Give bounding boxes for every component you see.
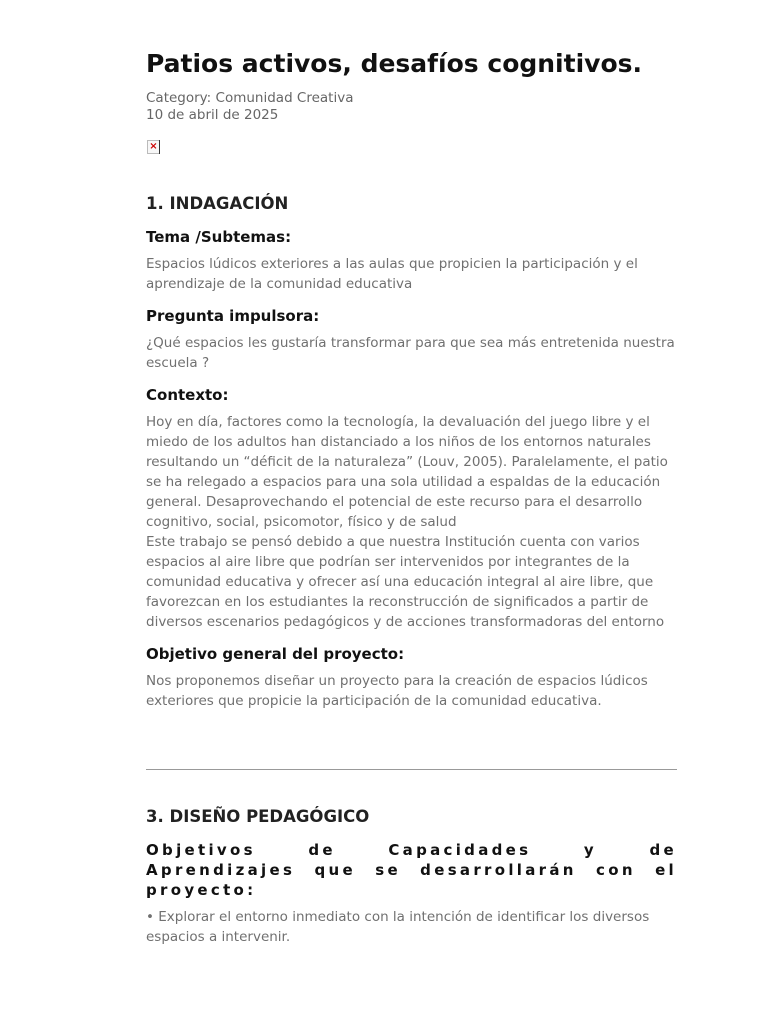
bullet-item: • Explorar el entorno inmediato con la intención de identificar los diversos espacios a intervenir. — [146, 909, 650, 945]
article — [146, 0, 677, 947]
section-heading-indagacion: 1. INDAGACIÓN — [146, 194, 289, 213]
subheading-objetivo: Objetivo general del proyecto: — [146, 645, 405, 663]
paragraph-pregunta: ¿Qué espacios les gustaría transformar para que sea más entretenida nuestra escuela ? — [146, 335, 675, 371]
subheading-objetivos-capacidades: Objetivos de Capacidades y de Aprendizajes que se desarrollarán con el proyecto: — [146, 841, 677, 899]
section-heading-diseno: 3. DISEÑO PEDAGÓGICO — [146, 807, 370, 826]
paragraph-contexto-2: Este trabajo se pensó debido a que nuestra Institución cuenta con varios espacios al aire libre que podrían ser intervenidos por integrantes de la comunidad educativa y ofrecer así una educación integral al aire libre, que favorezcan en los estudiantes la reconstrucción de significados a partir de diversos escenarios pedagógicos y de acciones transformadoras del entorno — [146, 534, 665, 630]
subheading-contexto: Contexto: — [146, 386, 229, 404]
article-meta — [146, 90, 677, 124]
article-date: 10 de abril de 2025 — [146, 107, 279, 123]
page-title: Patios activos, desafíos cognitivos. — [146, 49, 642, 78]
paragraph-contexto-1: Hoy en día, factores como la tecnología, la devaluación del juego libre y el miedo de los adultos han distanciado a los niños de los entornos naturales resultando un “déficit de la naturaleza” (Louv, 2005). Paralelamente, el patio se ha relegado a espacios para una sola utilidad a espaldas de la educación general. Desaprovechando el potencial de este recurso para el desarrollo cognitivo, social, psicomotor, físico y de salud — [146, 414, 668, 530]
article-category: Category: Comunidad Creativa — [146, 90, 354, 106]
section-divider — [146, 769, 677, 770]
subheading-tema: Tema /Subtemas: — [146, 228, 292, 246]
paragraph-tema: Espacios lúdicos exteriores a las aulas que propicien la participación y el aprendizaje de la comunidad educativa — [146, 256, 638, 292]
subheading-pregunta: Pregunta impulsora: — [146, 307, 320, 325]
paragraph-objetivo: Nos proponemos diseñar un proyecto para la creación de espacios lúdicos exteriores que propicie la participación de la comunidad educativa. — [146, 673, 648, 709]
broken-image-icon: × — [146, 140, 160, 154]
